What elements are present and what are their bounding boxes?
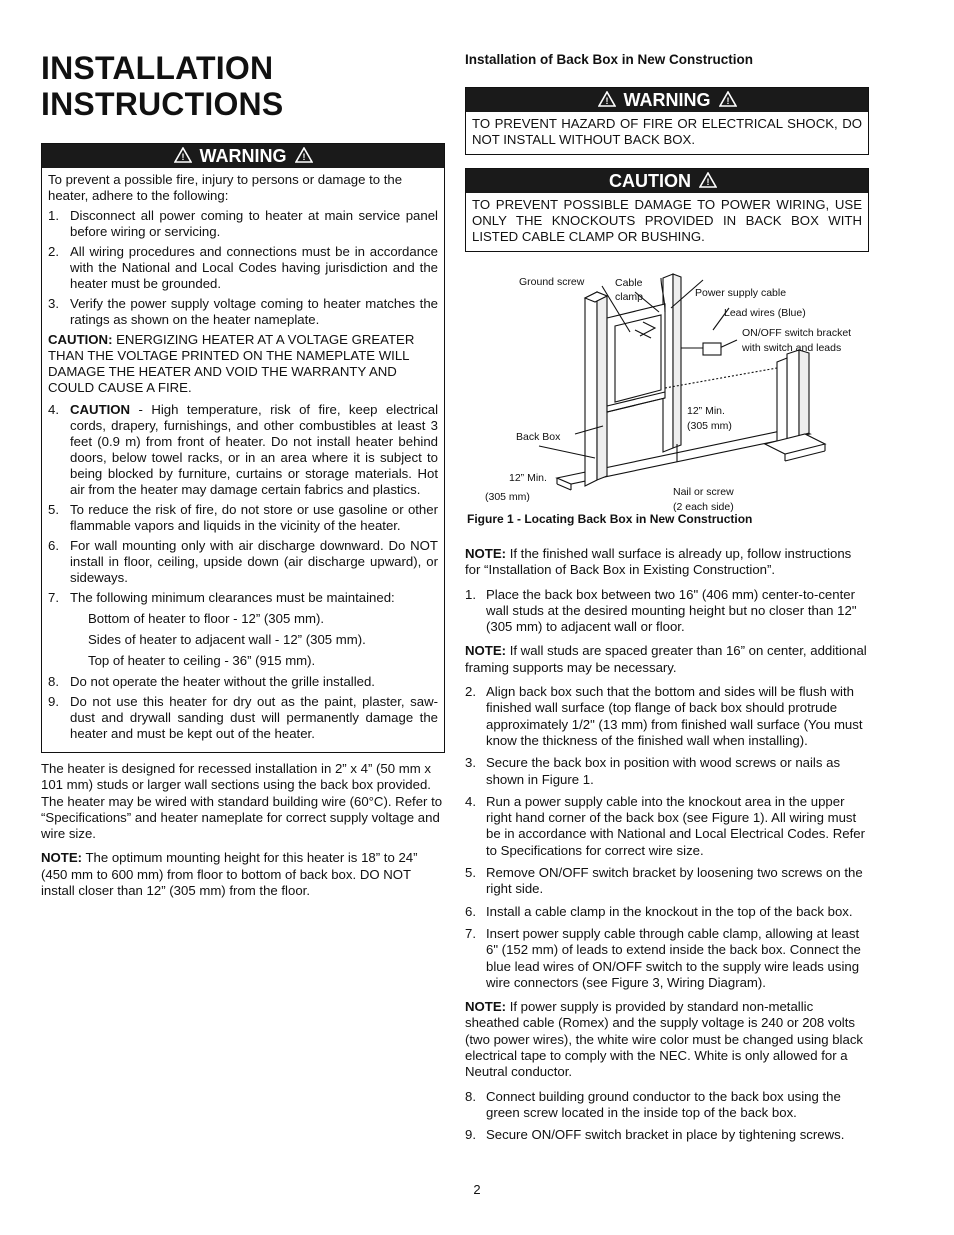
warning-triangle-icon: [598, 89, 616, 113]
note-paragraph: [465, 546, 869, 579]
right-caution-header: [466, 169, 868, 193]
label-ground-screw: Ground screw: [519, 276, 585, 288]
note-paragraph: [465, 999, 869, 1080]
right-caution-heading: CAUTION: [609, 171, 691, 191]
list-item: [465, 926, 869, 991]
label-cable-clamp: clamp: [615, 291, 644, 303]
list-item: [465, 1127, 869, 1143]
item-number: 9.: [465, 1127, 476, 1143]
item-text: Install a cable clamp in the knockout in the top of the back box.: [486, 903, 853, 919]
note-label: NOTE:: [41, 850, 83, 866]
item-text: Disconnect all power coming to heater at main service panel before wiring or servicing.: [70, 208, 438, 239]
right-caution-box: [465, 168, 869, 252]
list-item: [48, 244, 438, 292]
item-text: For wall mounting only with air discharge downward. Do NOT install in floor, ceiling, upside down (air discharge upward), or sideways.: [70, 538, 438, 585]
note-paragraph: [465, 643, 869, 676]
warning-triangle-icon: [719, 89, 737, 113]
warning-list-b: [48, 402, 438, 606]
note-label: NOTE:: [465, 546, 507, 561]
list-item: [48, 694, 438, 742]
warning-list-c: [48, 674, 438, 742]
item-number: 1.: [48, 208, 59, 223]
label-power-supply-cable: Power supply cable: [695, 287, 787, 299]
item-number: 6.: [465, 903, 476, 919]
list-item: [48, 590, 438, 606]
steps-list-1: [465, 587, 869, 636]
item-number: 5.: [465, 865, 476, 881]
item-number: 3.: [465, 755, 476, 771]
caution-triangle-icon: [699, 170, 717, 194]
item-text: Place the back box between two 16" (406 mm) center-to-center wall studs at the desired mounting height but no closer than 12" (305 mm) to adjacent wall or floor.: [486, 586, 857, 635]
item-text: All wiring procedures and connections must be in accordance with the National and Local Codes having jurisdiction and the heater must be grounded.: [70, 244, 438, 291]
right-column: [465, 52, 869, 1152]
item-text: The following minimum clearances must be maintained:: [70, 590, 395, 605]
warning-body: [42, 168, 444, 752]
right-warning-box: [465, 87, 869, 155]
warning-heading: WARNING: [199, 146, 287, 166]
page-title: [41, 50, 445, 122]
note-label: NOTE:: [465, 643, 507, 659]
item-text: To reduce the risk of fire, do not store or use gasoline or other flammable vapors and liquids in the vicinity of the heater.: [70, 502, 438, 533]
svg-text:!: !: [302, 152, 305, 163]
note-text: If power supply is provided by standard non-metallic sheathed cable (Romex) and the supply voltage is 240 or 208 volts (two power wires), the white wire color must be changed using black electrical tape to comply with the NEC. White is only allowed for a Neutral conductor.: [465, 999, 864, 1080]
figure-back-box: [465, 258, 869, 513]
caution-label: CAUTION:: [48, 332, 113, 347]
warning-triangle-icon: [174, 145, 192, 169]
label-lead-wires: Lead wires (Blue): [724, 307, 806, 319]
note-text: If the finished wall surface is already up, follow instructions for “Installation of Back Box in Existing Construction”.: [465, 546, 852, 578]
item-number: 3.: [48, 296, 59, 311]
svg-text:!: !: [605, 96, 608, 107]
clearance-line: Sides of heater to adjacent wall - 12” (305 mm).: [88, 632, 366, 647]
label-back-box: Back Box: [516, 431, 561, 443]
intro-paragraph: The heater is designed for recessed installation in 2” x 4” (50 mm x 101 mm) studs or larger wall sections using the back box provided. The heater may be wired with standard building wire (60°C). Refer to “Specifications” and heater nameplate for correct supply voltage and wire size.: [41, 761, 443, 842]
right-warning-header: [466, 88, 868, 112]
warning-header: [42, 144, 444, 168]
label-min-clearance-floor: 12” Min.: [509, 472, 547, 484]
note-label: NOTE:: [465, 999, 507, 1015]
item-text: - High temperature, risk of fire, keep electrical cords, drapery, furnishings, and other combustibles at least 3 feet (0.9 m) from front of heater. Do not install heater behind doors, below towel racks, or in an area where it is subject to being blocked by furniture, curtains or storage materials. Hot air from the heater may damage certain fabrics and plastics.: [70, 402, 438, 497]
list-item: [465, 1089, 869, 1122]
svg-text:!: !: [706, 177, 710, 188]
note-text: If wall studs are spaced greater than 16” on center, additional framing supports may be necessary.: [465, 643, 867, 675]
warning-intro: To prevent a possible fire, injury to persons or damage to the heater, adhere to the following:: [48, 172, 403, 203]
steps-list-2: [465, 684, 869, 991]
list-item: [465, 794, 869, 859]
list-item: [48, 538, 438, 586]
warning-box: [41, 143, 445, 753]
item-text: Secure the back box in position with wood screws or nails as shown in Figure 1.: [486, 755, 841, 787]
item-number: 7.: [465, 925, 476, 941]
item-text: Do not use this heater for dry out as the paint, plaster, saw-dust and drywall sanding dust will permanently damage the heater and must be kept out of the heater.: [70, 694, 438, 741]
item-number: 4.: [465, 793, 476, 809]
item-number: 1.: [465, 586, 476, 602]
item-caution-label: CAUTION: [70, 402, 131, 417]
left-body: [41, 761, 445, 899]
item-number: 9.: [48, 694, 59, 709]
note-paragraph: [41, 850, 445, 899]
list-item: [48, 296, 438, 328]
item-text: Do not operate the heater without the grille installed.: [70, 674, 375, 689]
item-text: Verify the power supply voltage coming to heater matches the ratings as shown on the heater nameplate.: [70, 296, 438, 327]
svg-text:!: !: [181, 152, 184, 163]
label-min-clearance-side: (305 mm): [687, 420, 732, 432]
warning-list-a: [48, 208, 438, 328]
label-nail-or-screw: (2 each side): [673, 501, 734, 513]
caution-paragraph: [48, 332, 438, 396]
item-number: 2.: [465, 684, 476, 700]
right-warning-text: TO PREVENT HAZARD OF FIRE OR ELECTRICAL SHOCK, DO NOT INSTALL WITHOUT BACK BOX.: [472, 116, 862, 147]
item-text: Remove ON/OFF switch bracket by loosening two screws on the right side.: [486, 865, 863, 897]
item-text: Connect building ground conductor to the back box using the green screw located in the inside top of the back box.: [486, 1088, 841, 1120]
back-box-illustration: [465, 258, 869, 508]
label-nail-or-screw: Nail or screw: [673, 486, 734, 498]
item-text: Secure ON/OFF switch bracket in place by tightening screws.: [486, 1127, 845, 1143]
item-text: Run a power supply cable into the knockout area in the upper right hand corner of the back box (see Figure 1). All wiring must be in accordance with National and Local Electrical Codes. Refer to Specifications for correct wire size.: [486, 793, 865, 858]
clearance-line: Bottom of heater to floor - 12” (305 mm).: [88, 611, 325, 626]
right-caution-text: TO PREVENT POSSIBLE DAMAGE TO POWER WIRING, USE ONLY THE KNOCKOUTS PROVIDED IN BACK BOX WITH LISTED CABLE CLAMP OR BUSHING.: [472, 197, 862, 244]
caution-text: ENERGIZING HEATER AT A VOLTAGE GREATER THAN THE VOLTAGE PRINTED ON THE NAMEPLATE WILL DAMAGE THE HEATER AND VOID THE WARRANTY AND COULD CAUSE A FIRE.: [48, 332, 415, 395]
label-min-clearance-floor: (305 mm): [485, 491, 530, 503]
warning-triangle-icon: [295, 145, 313, 169]
steps-list-3: [465, 1089, 869, 1144]
right-warning-heading: WARNING: [623, 90, 711, 110]
list-item: [465, 755, 869, 788]
list-item: [48, 674, 438, 690]
item-number: 8.: [465, 1088, 476, 1104]
item-number: 2.: [48, 244, 59, 259]
item-number: 8.: [48, 674, 59, 689]
section-title: Installation of Back Box in New Construction: [465, 52, 754, 67]
list-item: [465, 587, 869, 636]
label-min-clearance-side: 12” Min.: [687, 405, 725, 417]
figure-caption: Figure 1 - Locating Back Box in New Construction: [467, 512, 753, 526]
page-number: 2: [473, 1182, 481, 1197]
item-text: Align back box such that the bottom and sides will be flush with finished wall surface (top flange of back box should protrude approximately 1/2" (13 mm) from finished wall surface (You must know the thickness of the finished wall when installing).: [486, 684, 863, 748]
list-item: [48, 502, 438, 534]
list-item: [465, 904, 869, 920]
item-number: 7.: [48, 590, 59, 605]
label-cable-clamp: Cable: [615, 277, 643, 289]
note-text: The optimum mounting height for this heater is 18” to 24” (450 mm to 600 mm) from floor to bottom of back box. DO NOT install closer than 12” (305 mm) from the floor.: [41, 850, 418, 899]
list-item: [48, 402, 438, 498]
label-switch-bracket: ON/OFF switch bracket: [742, 327, 852, 339]
left-column: [41, 50, 445, 907]
page-title-line2: INSTRUCTIONS: [41, 86, 284, 122]
item-number: 6.: [48, 538, 59, 553]
item-number: 5.: [48, 502, 59, 517]
svg-text:!: !: [726, 96, 729, 107]
page-title-line1: INSTALLATION: [41, 50, 274, 86]
list-item: [465, 865, 869, 898]
item-number: 4.: [48, 402, 59, 417]
list-item: [465, 684, 869, 749]
item-text: Insert power supply cable through cable clamp, allowing at least 6" (152 mm) of leads to extend inside the back box. Connect the blue lead wires of ON/OFF switch to the supply wire leads using wire connectors (see Figure 3, Wiring Diagram).: [486, 925, 861, 990]
list-item: [48, 208, 438, 240]
label-switch-bracket: with switch and leads: [742, 342, 842, 354]
clearance-line: Top of heater to ceiling - 36” (915 mm).: [88, 653, 316, 668]
